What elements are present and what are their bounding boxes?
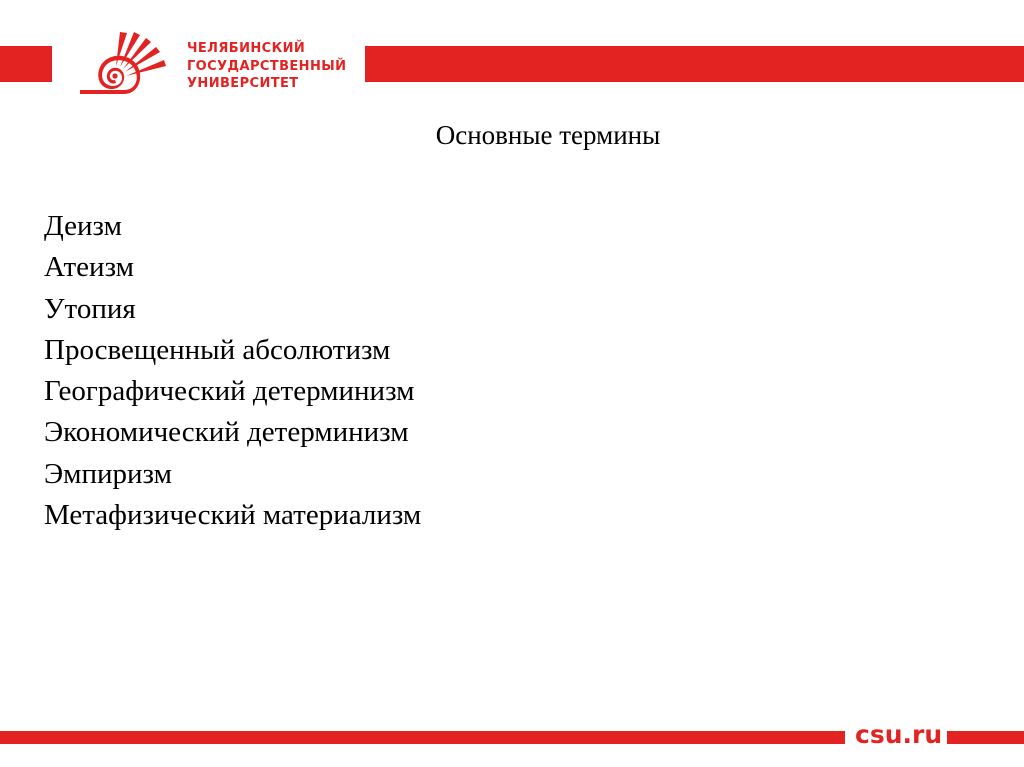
slide-title: Основные термины (435, 120, 661, 150)
site-url: csu.ru (855, 720, 943, 749)
university-name-line-3: УНИВЕРСИТЕТ (187, 76, 299, 91)
bottom-left-red-bar (0, 731, 845, 744)
csu-spiral-logo-icon (80, 30, 175, 98)
list-item: Метафизический материализм (44, 499, 422, 532)
top-left-red-bar (0, 46, 52, 82)
list-item: Просвещенный абсолютизм (44, 333, 391, 366)
list-item: Эмпиризм (44, 457, 172, 490)
list-item: Атеизм (44, 251, 134, 284)
bottom-right-red-bar (947, 731, 1024, 744)
university-name-line-1: ЧЕЛЯБИНСКИЙ (187, 41, 306, 56)
university-name-line-2: ГОСУДАРСТВЕННЫЙ (187, 58, 347, 74)
top-right-red-bar (365, 46, 1024, 82)
list-item: Экономический детерминизм (44, 416, 409, 449)
list-item: Утопия (44, 292, 136, 325)
list-item: Географический детерминизм (44, 375, 415, 408)
university-name (187, 40, 346, 93)
list-item: Деизм (44, 210, 122, 242)
term-list (44, 206, 421, 536)
